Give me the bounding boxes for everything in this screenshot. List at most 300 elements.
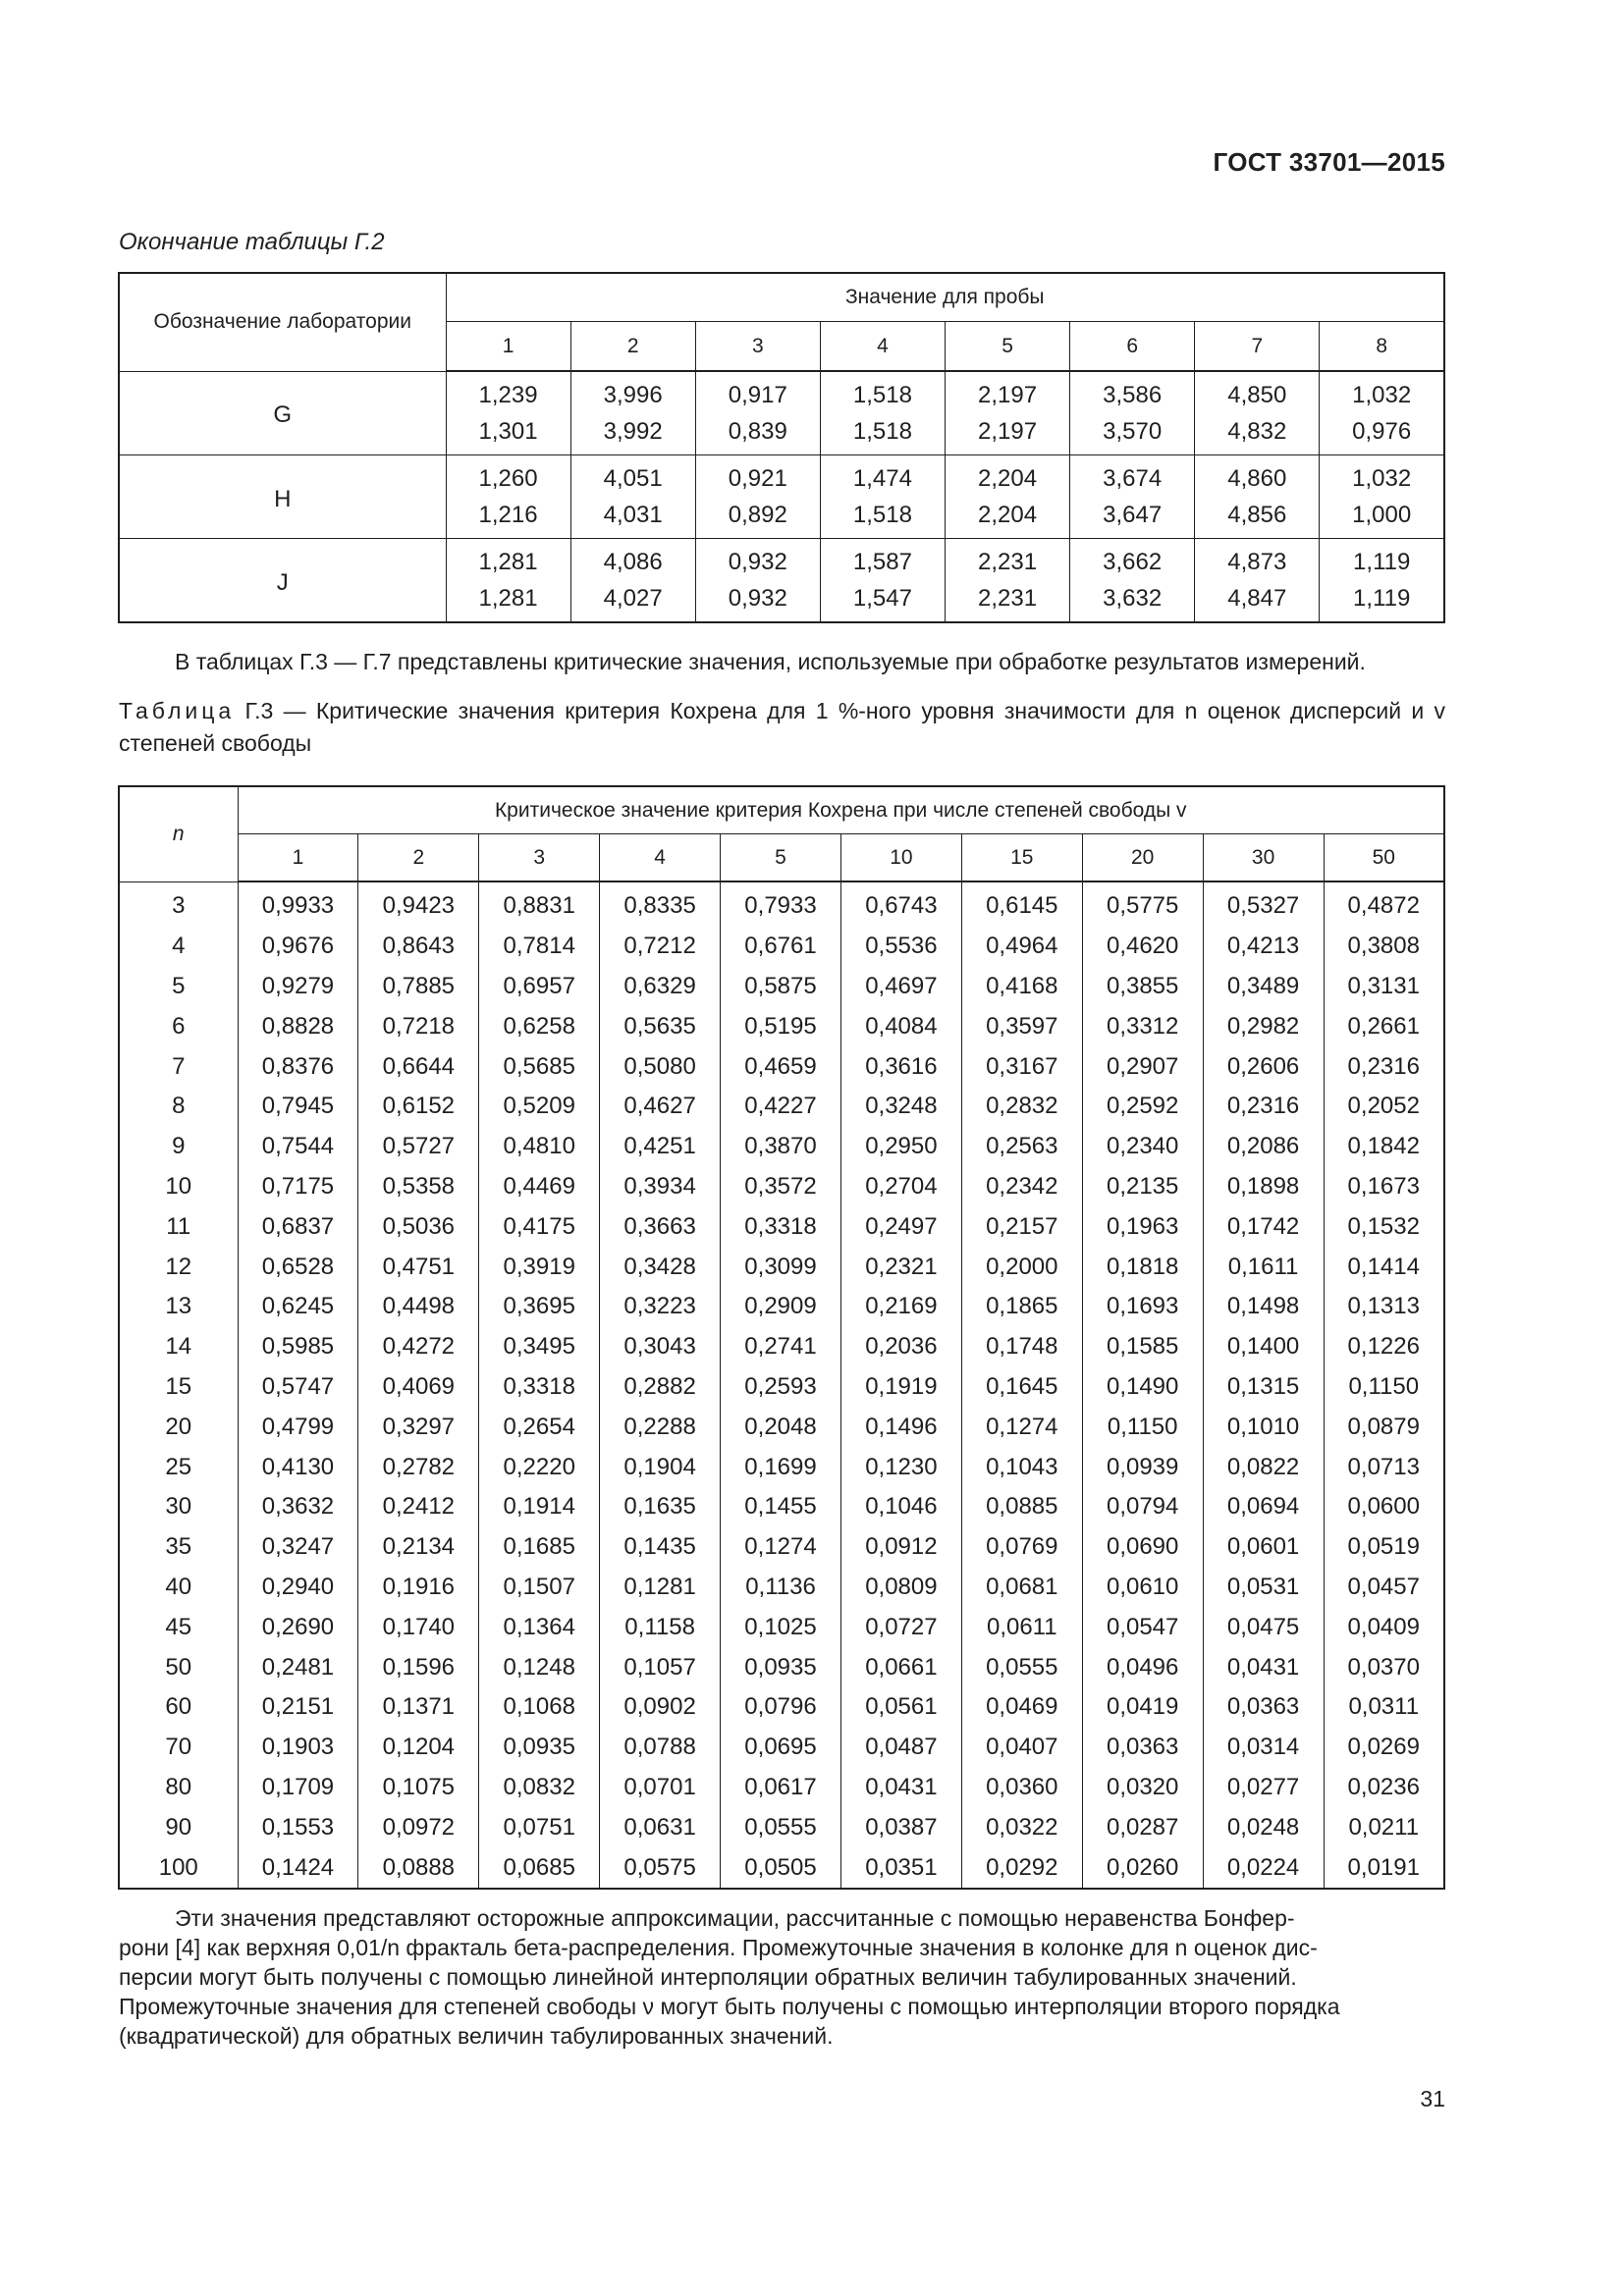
critical-value-cell: 0,4697 [840,967,961,1007]
critical-value-cell: 0,6245 [238,1287,358,1327]
critical-value-cell: 0,2134 [358,1527,479,1568]
critical-value-cell: 0,0600 [1324,1487,1444,1527]
critical-value-cell: 0,2654 [479,1407,600,1447]
critical-value-cell: 0,2982 [1203,1006,1324,1046]
value-cell: 0,932 [695,539,820,581]
value-cell: 3,570 [1070,413,1195,455]
lab-designation-header: Обозначение лаборатории [119,273,446,371]
table-row [119,881,1444,927]
sample-number-header: 8 [1320,322,1444,372]
critical-value-cell: 0,7544 [238,1127,358,1167]
value-cell: 2,197 [946,371,1070,413]
dof-header: 10 [840,834,961,882]
critical-value-cell: 0,1455 [721,1487,841,1527]
critical-value-cell: 0,1371 [358,1687,479,1728]
critical-value-cell: 0,1274 [961,1407,1082,1447]
critical-value-cell: 0,1585 [1082,1327,1203,1367]
critical-value-cell: 0,0617 [721,1768,841,1808]
critical-value-cell: 0,1865 [961,1287,1082,1327]
critical-value-cell: 0,5209 [479,1087,600,1127]
critical-value-cell: 0,1010 [1203,1407,1324,1447]
critical-value-cell: 0,1904 [600,1447,721,1487]
critical-value-cell: 0,0431 [840,1768,961,1808]
critical-value-cell: 0,2690 [238,1607,358,1647]
critical-value-cell: 0,3318 [721,1206,841,1247]
critical-value-cell: 0,0370 [1324,1647,1444,1687]
critical-value-cell: 0,1230 [840,1447,961,1487]
critical-value-cell: 0,1068 [479,1687,600,1728]
table-row [119,1367,1444,1408]
n-cell: 70 [119,1728,238,1768]
critical-value-cell: 0,4227 [721,1087,841,1127]
table-row [119,1568,1444,1608]
critical-value-cell: 0,4084 [840,1006,961,1046]
table-row [119,1127,1444,1167]
critical-value-cell: 0,0611 [961,1607,1082,1647]
sample-number-header: 6 [1070,322,1195,372]
critical-value-cell: 0,6743 [840,881,961,927]
dof-header: 15 [961,834,1082,882]
critical-value-cell: 0,1693 [1082,1287,1203,1327]
critical-value-cell: 0,7933 [721,881,841,927]
closing-paragraph [119,1903,1445,2051]
critical-value-cell: 0,0972 [358,1807,479,1847]
critical-value-cell: 0,0505 [721,1847,841,1889]
critical-value-cell: 0,1435 [600,1527,721,1568]
critical-value-cell: 0,4469 [479,1167,600,1207]
dof-header: 1 [238,834,358,882]
n-cell: 8 [119,1087,238,1127]
critical-value-cell: 0,2592 [1082,1087,1203,1127]
paragraph-line: рони [4] как верхняя 0,01/n фракталь бета-распределения. Промежуточные значения в колонке для n оценок дис- [119,1935,1318,1960]
critical-value-cell: 0,1645 [961,1367,1082,1408]
critical-value-cell: 0,0211 [1324,1807,1444,1847]
sample-value-header: Значение для пробы [446,273,1444,322]
critical-value-cell: 0,2086 [1203,1127,1324,1167]
document-code-header: ГОСТ 33701—2015 [1213,147,1445,177]
table-row [119,1487,1444,1527]
critical-value-cell: 0,7218 [358,1006,479,1046]
n-cell: 45 [119,1607,238,1647]
critical-value-cell: 0,0935 [721,1647,841,1687]
critical-value-cell: 0,1914 [479,1487,600,1527]
critical-value-cell: 0,1075 [358,1768,479,1808]
n-cell: 30 [119,1487,238,1527]
critical-value-cell: 0,1842 [1324,1127,1444,1167]
critical-value-cell: 0,4498 [358,1287,479,1327]
critical-value-cell: 0,4251 [600,1127,721,1167]
critical-value-cell: 0,0311 [1324,1687,1444,1728]
value-cell: 4,031 [570,497,695,539]
critical-value-cell: 0,2563 [961,1127,1082,1167]
critical-value-cell: 0,0363 [1082,1728,1203,1768]
critical-value-cell: 0,1248 [479,1647,600,1687]
critical-value-cell: 0,0809 [840,1568,961,1608]
critical-value-cell: 0,9279 [238,967,358,1007]
value-cell: 3,586 [1070,371,1195,413]
page-number: 31 [1420,2086,1445,2111]
table-row [119,967,1444,1007]
critical-value-cell: 0,1685 [479,1527,600,1568]
critical-value-cell: 0,9933 [238,881,358,927]
dof-header: 5 [721,834,841,882]
critical-value-cell: 0,1496 [840,1407,961,1447]
n-cell: 6 [119,1006,238,1046]
critical-value-cell: 0,3247 [238,1527,358,1568]
value-cell: 1,547 [820,580,945,622]
critical-value-cell: 0,4751 [358,1247,479,1287]
critical-value-cell: 0,1150 [1324,1367,1444,1408]
critical-value-cell: 0,2157 [961,1206,1082,1247]
n-cell: 3 [119,881,238,927]
critical-value-cell: 0,1313 [1324,1287,1444,1327]
n-cell: 80 [119,1768,238,1808]
critical-value-cell: 0,1532 [1324,1206,1444,1247]
sample-number-header: 5 [946,322,1070,372]
critical-value-cell: 0,0939 [1082,1447,1203,1487]
critical-value-cell: 0,3495 [479,1327,600,1367]
critical-value-cell: 0,3248 [840,1087,961,1127]
value-cell: 4,850 [1195,371,1320,413]
critical-value-cell: 0,1635 [600,1487,721,1527]
critical-value-cell: 0,2316 [1203,1087,1324,1127]
critical-value-cell: 0,0888 [358,1847,479,1889]
critical-value-cell: 0,0320 [1082,1768,1203,1808]
dof-header: 30 [1203,834,1324,882]
critical-value-cell: 0,3297 [358,1407,479,1447]
critical-value-cell: 0,1414 [1324,1247,1444,1287]
critical-value-cell: 0,1498 [1203,1287,1324,1327]
critical-value-cell: 0,0236 [1324,1768,1444,1808]
critical-value-cell: 0,4069 [358,1367,479,1408]
critical-value-cell: 0,1611 [1203,1247,1324,1287]
critical-value-cell: 0,3167 [961,1046,1082,1087]
critical-value-cell: 0,0695 [721,1728,841,1768]
critical-value-cell: 0,0694 [1203,1487,1324,1527]
dof-header: 50 [1324,834,1444,882]
critical-value-cell: 0,0912 [840,1527,961,1568]
critical-value-cell: 0,1490 [1082,1367,1203,1408]
n-cell: 100 [119,1847,238,1889]
dof-header: 3 [479,834,600,882]
critical-value-cell: 0,1963 [1082,1206,1203,1247]
critical-value-cell: 0,1742 [1203,1206,1324,1247]
table-row [119,1728,1444,1768]
table-row [119,1647,1444,1687]
critical-value-cell: 0,1046 [840,1487,961,1527]
critical-value-cell: 0,5985 [238,1327,358,1367]
critical-value-cell: 0,3428 [600,1247,721,1287]
critical-value-cell: 0,1507 [479,1568,600,1608]
critical-value-cell: 0,4175 [479,1206,600,1247]
sample-number-header: 1 [446,322,570,372]
critical-value-cell: 0,7945 [238,1087,358,1127]
critical-value-cell: 0,0531 [1203,1568,1324,1608]
critical-value-cell: 0,1315 [1203,1367,1324,1408]
critical-value-cell: 0,2907 [1082,1046,1203,1087]
n-cell: 11 [119,1206,238,1247]
critical-value-cell: 0,1903 [238,1728,358,1768]
critical-value-cell: 0,0701 [600,1768,721,1808]
table-row [119,1607,1444,1647]
table-g2-body [119,371,1444,622]
critical-value-cell: 0,8335 [600,881,721,927]
critical-value-cell: 0,0314 [1203,1728,1324,1768]
value-cell: 2,204 [946,497,1070,539]
critical-value-cell: 0,2000 [961,1247,1082,1287]
critical-value-cell: 0,6528 [238,1247,358,1287]
critical-value-cell: 0,5747 [238,1367,358,1408]
critical-value-cell: 0,5635 [600,1006,721,1046]
critical-value-cell: 0,5327 [1203,881,1324,927]
value-cell: 3,647 [1070,497,1195,539]
value-cell: 2,231 [946,580,1070,622]
critical-value-cell: 0,1364 [479,1607,600,1647]
critical-value-cell: 0,6837 [238,1206,358,1247]
value-cell: 1,587 [820,539,945,581]
n-cell: 14 [119,1327,238,1367]
critical-value-cell: 0,0409 [1324,1607,1444,1647]
critical-value-cell: 0,2909 [721,1287,841,1327]
critical-value-cell: 0,1025 [721,1607,841,1647]
table-row [119,1327,1444,1367]
value-cell: 2,231 [946,539,1070,581]
critical-value-cell: 0,0431 [1203,1647,1324,1687]
critical-value-cell: 0,2169 [840,1287,961,1327]
critical-value-cell: 0,5775 [1082,881,1203,927]
value-cell: 1,281 [446,539,570,581]
critical-value-cell: 0,5036 [358,1206,479,1247]
critical-value-cell: 0,0902 [600,1687,721,1728]
critical-value-cell: 0,0561 [840,1687,961,1728]
table-row [119,1527,1444,1568]
value-cell: 1,260 [446,455,570,498]
value-cell: 4,847 [1195,580,1320,622]
critical-value-cell: 0,1204 [358,1728,479,1768]
critical-value-cell: 0,5080 [600,1046,721,1087]
critical-value-cell: 0,1748 [961,1327,1082,1367]
critical-value-cell: 0,4272 [358,1327,479,1367]
critical-value-cell: 0,0487 [840,1728,961,1768]
value-cell: 3,662 [1070,539,1195,581]
dof-header: 20 [1082,834,1203,882]
value-cell: 4,027 [570,580,695,622]
critical-value-cell: 0,2661 [1324,1006,1444,1046]
n-cell: 15 [119,1367,238,1408]
critical-value-cell: 0,1158 [600,1607,721,1647]
value-cell: 1,301 [446,413,570,455]
critical-value-cell: 0,1673 [1324,1167,1444,1207]
value-cell: 1,032 [1320,455,1444,498]
critical-value-cell: 0,3695 [479,1287,600,1327]
critical-value-cell: 0,3312 [1082,1006,1203,1046]
value-cell: 1,518 [820,371,945,413]
critical-value-cell: 0,2606 [1203,1046,1324,1087]
critical-value-cell: 0,0690 [1082,1527,1203,1568]
table-row [119,455,1444,498]
table-row [119,1247,1444,1287]
critical-value-cell: 0,0419 [1082,1687,1203,1728]
critical-value-cell: 0,2782 [358,1447,479,1487]
value-cell: 3,996 [570,371,695,413]
critical-value-cell: 0,3616 [840,1046,961,1087]
table-row [119,1287,1444,1327]
critical-value-cell: 0,0269 [1324,1728,1444,1768]
critical-value-cell: 0,3597 [961,1006,1082,1046]
critical-value-cell: 0,0555 [721,1807,841,1847]
critical-value-cell: 0,5875 [721,967,841,1007]
table-row [119,1087,1444,1127]
critical-value-cell: 0,3919 [479,1247,600,1287]
table-row [119,1807,1444,1847]
critical-value-cell: 0,0822 [1203,1447,1324,1487]
critical-value-cell: 0,2832 [961,1087,1082,1127]
critical-value-cell: 0,8643 [358,927,479,967]
critical-value-cell: 0,2321 [840,1247,961,1287]
sample-number-header: 3 [695,322,820,372]
value-cell: 3,632 [1070,580,1195,622]
critical-value-cell: 0,0685 [479,1847,600,1889]
value-cell: 1,518 [820,413,945,455]
intro-paragraph: В таблицах Г.3 — Г.7 представлены критические значения, используемые при обработке результатов измерений. [175,649,1366,674]
critical-value-cell: 0,1709 [238,1768,358,1808]
critical-value-cell: 0,2497 [840,1206,961,1247]
lab-designation-cell: J [119,539,446,623]
critical-value-cell: 0,4810 [479,1127,600,1167]
n-cell: 10 [119,1167,238,1207]
critical-value-cell: 0,8376 [238,1046,358,1087]
critical-value-cell: 0,0260 [1082,1847,1203,1889]
value-cell: 1,518 [820,497,945,539]
critical-value-cell: 0,2135 [1082,1167,1203,1207]
value-cell: 4,832 [1195,413,1320,455]
critical-value-cell: 0,0885 [961,1487,1082,1527]
value-cell: 0,921 [695,455,820,498]
critical-value-cell: 0,0832 [479,1768,600,1808]
sample-number-header: 7 [1195,322,1320,372]
critical-value-cell: 0,0322 [961,1807,1082,1847]
critical-value-cell: 0,3855 [1082,967,1203,1007]
critical-value-cell: 0,6258 [479,1006,600,1046]
critical-value-cell: 0,1740 [358,1607,479,1647]
critical-value-cell: 0,0457 [1324,1568,1444,1608]
critical-value-cell: 0,0751 [479,1807,600,1847]
critical-value-cell: 0,4872 [1324,881,1444,927]
critical-value-cell: 0,2288 [600,1407,721,1447]
critical-value-cell: 0,1916 [358,1568,479,1608]
critical-value-cell: 0,7814 [479,927,600,967]
critical-value-cell: 0,3099 [721,1247,841,1287]
critical-value-cell: 0,8831 [479,881,600,927]
paragraph-line: Эти значения представляют осторожные аппроксимации, рассчитанные с помощью неравенства Бонфер- [175,1905,1295,1931]
critical-value-cell: 0,0277 [1203,1768,1324,1808]
critical-value-cell: 0,0796 [721,1687,841,1728]
critical-value-cell: 0,0248 [1203,1807,1324,1847]
critical-value-cell: 0,2220 [479,1447,600,1487]
critical-value-cell: 0,3223 [600,1287,721,1327]
value-cell: 0,932 [695,580,820,622]
critical-value-cell: 0,1424 [238,1847,358,1889]
critical-value-cell: 0,1553 [238,1807,358,1847]
critical-value-cell: 0,0661 [840,1647,961,1687]
critical-value-cell: 0,0351 [840,1847,961,1889]
value-cell: 1,000 [1320,497,1444,539]
critical-value-cell: 0,2316 [1324,1046,1444,1087]
value-cell: 3,992 [570,413,695,455]
critical-value-cell: 0,4659 [721,1046,841,1087]
value-cell: 4,856 [1195,497,1320,539]
critical-value-cell: 0,5358 [358,1167,479,1207]
n-cell: 60 [119,1687,238,1728]
critical-value-cell: 0,4213 [1203,927,1324,967]
lab-designation-cell: G [119,371,446,455]
critical-value-cell: 0,3043 [600,1327,721,1367]
critical-value-cell: 0,0681 [961,1568,1082,1608]
n-cell: 50 [119,1647,238,1687]
critical-value-cell: 0,2036 [840,1327,961,1367]
critical-value-cell: 0,1919 [840,1367,961,1408]
critical-value-cell: 0,4620 [1082,927,1203,967]
value-cell: 2,204 [946,455,1070,498]
critical-value-cell: 0,0360 [961,1768,1082,1808]
value-cell: 1,474 [820,455,945,498]
critical-value-cell: 0,0727 [840,1607,961,1647]
dof-header: 2 [358,834,479,882]
n-cell: 12 [119,1247,238,1287]
value-cell: 1,119 [1320,580,1444,622]
value-cell: 1,281 [446,580,570,622]
critical-value-cell: 0,0575 [600,1847,721,1889]
critical-value-cell: 0,7175 [238,1167,358,1207]
paragraph-line: Промежуточные значения для степеней свободы ν могут быть получены с помощью интерполяции второго порядка [119,1994,1340,2019]
lab-designation-cell: H [119,455,446,539]
critical-value-cell: 0,3870 [721,1127,841,1167]
value-cell: 0,839 [695,413,820,455]
critical-value-cell: 0,1057 [600,1647,721,1687]
critical-value-cell: 0,1150 [1082,1407,1203,1447]
table-row [119,1687,1444,1728]
critical-value-cell: 0,2048 [721,1407,841,1447]
table-g2 [118,272,1445,623]
table-g3-caption-text: Г.3 — Критические значения критерия Кохрена для 1 %-ного уровня значимости для n оценок дисперсий и v степеней свободы [119,698,1445,756]
critical-value-cell: 0,2704 [840,1167,961,1207]
critical-value-cell: 0,0769 [961,1527,1082,1568]
n-column-header: n [119,786,238,881]
paragraph-line: персии могут быть получены с помощью линейной интерполяции обратных величин табулированных значений. [119,1964,1297,1990]
critical-value-cell: 0,0547 [1082,1607,1203,1647]
critical-value-cell: 0,0519 [1324,1527,1444,1568]
critical-value-cell: 0,2412 [358,1487,479,1527]
critical-value-cell: 0,8828 [238,1006,358,1046]
value-cell: 2,197 [946,413,1070,455]
critical-value-cell: 0,2340 [1082,1127,1203,1167]
critical-value-cell: 0,1898 [1203,1167,1324,1207]
critical-value-cell: 0,2342 [961,1167,1082,1207]
critical-value-cell: 0,3572 [721,1167,841,1207]
n-cell: 90 [119,1807,238,1847]
critical-value-cell: 0,2593 [721,1367,841,1408]
critical-value-cell: 0,0407 [961,1728,1082,1768]
critical-value-cell: 0,0475 [1203,1607,1324,1647]
critical-value-cell: 0,1043 [961,1447,1082,1487]
value-cell: 4,860 [1195,455,1320,498]
paragraph-line: (квадратической) для обратных величин табулированных значений. [119,2023,834,2049]
critical-value-cell: 0,2950 [840,1127,961,1167]
table-row [119,1847,1444,1889]
value-cell: 3,674 [1070,455,1195,498]
critical-value-cell: 0,3318 [479,1367,600,1408]
n-cell: 13 [119,1287,238,1327]
